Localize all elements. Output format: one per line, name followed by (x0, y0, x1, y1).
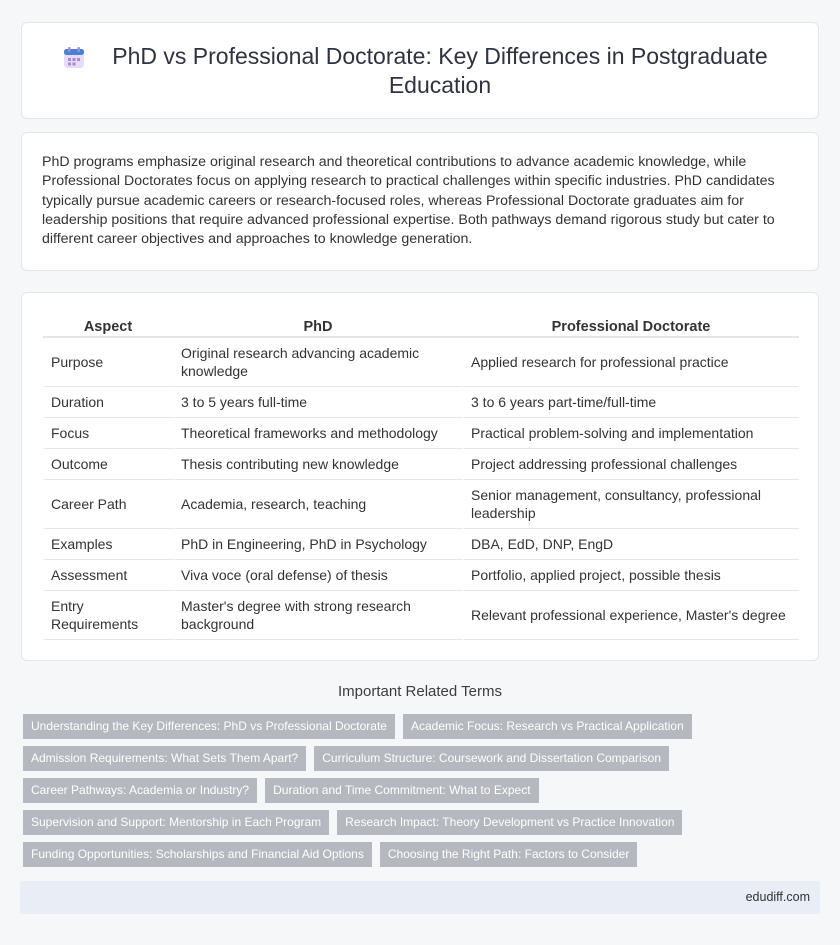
phd-cell: Academia, research, teaching (173, 480, 463, 529)
professional-doctorate-cell: Project addressing professional challenges (463, 449, 799, 480)
aspect-cell: Assessment (43, 560, 173, 591)
related-term-tag[interactable]: Duration and Time Commitment: What to Expect (265, 778, 538, 803)
intro-card (21, 132, 819, 271)
related-term-tag[interactable]: Research Impact: Theory Development vs Practice Innovation (337, 810, 682, 835)
tag-row (23, 778, 813, 804)
phd-cell: Master's degree with strong research background (173, 591, 463, 640)
related-term-tag[interactable]: Curriculum Structure: Coursework and Dissertation Comparison (314, 746, 669, 771)
aspect-cell: Examples (43, 529, 173, 560)
professional-doctorate-cell: Applied research for professional practice (463, 338, 799, 387)
comparison-table (43, 314, 799, 640)
table-row (43, 338, 799, 387)
related-terms-heading: Important Related Terms (338, 683, 502, 700)
related-terms-list (23, 714, 813, 874)
professional-doctorate-cell: Practical problem-solving and implementation (463, 418, 799, 449)
related-term-tag[interactable]: Admission Requirements: What Sets Them Apart? (23, 746, 306, 771)
related-term-tag[interactable]: Supervision and Support: Mentorship in Each Program (23, 810, 329, 835)
professional-doctorate-cell: Portfolio, applied project, possible thesis (463, 560, 799, 591)
phd-cell: 3 to 5 years full-time (173, 387, 463, 418)
header-professional-doctorate: Professional Doctorate (463, 314, 799, 338)
related-term-tag[interactable]: Career Pathways: Academia or Industry? (23, 778, 257, 803)
tag-row (23, 842, 813, 868)
aspect-cell: Career Path (43, 480, 173, 529)
tag-row (23, 810, 813, 836)
aspect-cell: Focus (43, 418, 173, 449)
table-row (43, 560, 799, 591)
related-term-tag[interactable]: Choosing the Right Path: Factors to Consider (380, 842, 637, 867)
footer (20, 881, 820, 914)
aspect-cell: Outcome (43, 449, 173, 480)
site-credit[interactable]: edudiff.com (745, 890, 810, 904)
table-row (43, 480, 799, 529)
professional-doctorate-cell: Senior management, consultancy, professional leadership (463, 480, 799, 529)
table-row (43, 529, 799, 560)
page-title: PhD vs Professional Doctorate: Key Differences in Postgraduate Education (112, 42, 768, 98)
professional-doctorate-cell: Relevant professional experience, Master's degree (463, 591, 799, 640)
table-row (43, 449, 799, 480)
table-row (43, 591, 799, 640)
header-aspect: Aspect (43, 314, 173, 338)
related-term-tag[interactable]: Funding Opportunities: Scholarships and Financial Aid Options (23, 842, 372, 867)
phd-cell: PhD in Engineering, PhD in Psychology (173, 529, 463, 560)
phd-cell: Theoretical frameworks and methodology (173, 418, 463, 449)
professional-doctorate-cell: 3 to 6 years part-time/full-time (463, 387, 799, 418)
tag-row (23, 746, 813, 772)
phd-cell: Thesis contributing new knowledge (173, 449, 463, 480)
aspect-cell: Purpose (43, 338, 173, 387)
aspect-cell: Duration (43, 387, 173, 418)
phd-cell: Original research advancing academic knowledge (173, 338, 463, 387)
tag-row (23, 714, 813, 740)
related-term-tag[interactable]: Academic Focus: Research vs Practical Application (403, 714, 692, 739)
table-row (43, 387, 799, 418)
professional-doctorate-cell: DBA, EdD, DNP, EngD (463, 529, 799, 560)
phd-cell: Viva voce (oral defense) of thesis (173, 560, 463, 591)
related-term-tag[interactable]: Understanding the Key Differences: PhD vs Professional Doctorate (23, 714, 395, 739)
title-card (21, 22, 819, 119)
header-phd: PhD (173, 314, 463, 338)
comparison-card (21, 292, 819, 661)
table-header-row (43, 314, 799, 338)
table-row (43, 418, 799, 449)
aspect-cell: Entry Requirements (43, 591, 173, 640)
intro-paragraph: PhD programs emphasize original research and theoretical contributions to advance academic knowledge, while Professional Doctorates focus on applying research to practical challenges within specific industries. PhD candidates typically pursue academic careers or research-focused roles, whereas Professional Doctorate graduates aim for leadership positions that require advanced professional expertise. Both pathways demand rigorous study but cater to different career objectives and approaches to knowledge generation. (42, 154, 775, 248)
